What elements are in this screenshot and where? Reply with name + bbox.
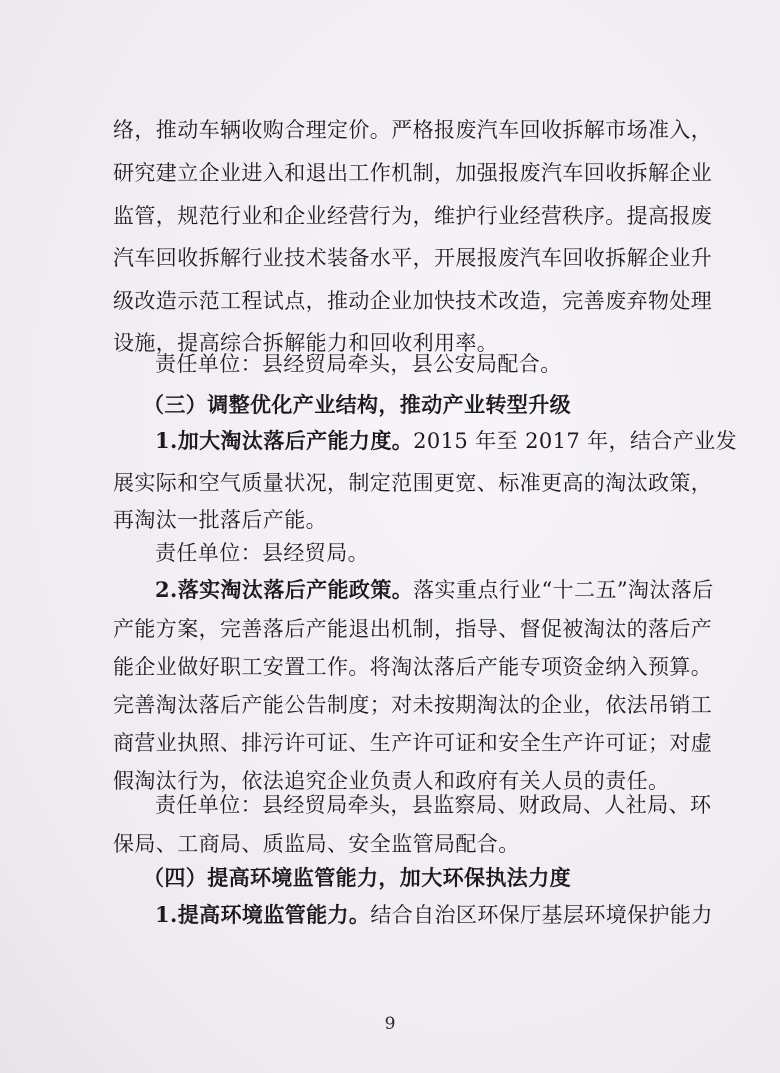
body-line: 研究建立企业进入和退出工作机制，加强报废汽车回收拆解企业 (113, 161, 713, 185)
body-line: 络，推动车辆收购合理定价。严格报废汽车回收拆解市场准入， (113, 118, 713, 142)
body-line: 级改造示范工程试点，推动企业加快技术改造，完善废弃物处理 (113, 289, 713, 313)
responsible-units: 责任单位：县经贸局牵头，县监察局、财政局、人社局、环 (155, 793, 712, 817)
item-title-line (155, 572, 714, 608)
section-heading (143, 387, 571, 423)
body-line: 汽车回收拆解行业技术装备水平，开展报废汽车回收拆解企业升 (113, 246, 713, 270)
body-line: 监管，规范行业和企业经营行为，维护行业经营秩序。提高报废 (113, 204, 713, 228)
item-title: 1.加大淘汰落后产能力度。 (155, 428, 414, 453)
body-line: 再淘汰一批落后产能。 (113, 508, 327, 532)
body-line: 完善淘汰落后产能公告制度；对未按期淘汰的企业，依法吊销工 (113, 693, 713, 717)
item-text: 落实重点行业“十二五”淘汰落后 (413, 578, 714, 602)
section-heading-text: （四）提高环境监管能力，加大环保执法力度 (143, 865, 571, 890)
body-line: 假淘汰行为，依法追究企业负责人和政府有关人员的责任。 (113, 769, 670, 793)
body-line: 设施，提高综合拆解能力和回收利用率。 (113, 331, 499, 355)
body-line: 能企业做好职工安置工作。将淘汰落后产能专项资金纳入预算。 (113, 655, 713, 679)
section-heading-text: （三）调整优化产业结构，推动产业转型升级 (143, 392, 571, 417)
item-text: 结合自治区环保厅基层环境保护能力 (370, 903, 713, 927)
item-text: 2015 年至 2017 年，结合产业发 (413, 429, 738, 453)
page-number: 9 (384, 1014, 396, 1034)
body-line: 商营业执照、排污许可证、生产许可证和安全生产许可证；对虚 (113, 731, 713, 755)
section-heading (143, 860, 571, 896)
responsible-units: 责任单位：县经贸局牵头，县公安局配合。 (155, 352, 562, 376)
item-title: 1.提高环境监管能力。 (155, 902, 371, 927)
item-title-line (155, 897, 713, 933)
body-line: 产能方案，完善落后产能退出机制，指导、督促被淘汰的落后产 (113, 617, 713, 641)
responsible-units: 责任单位：县经贸局。 (155, 541, 369, 565)
item-title-line (155, 423, 737, 459)
item-title: 2.落实淘汰落后产能政策。 (155, 577, 414, 602)
responsible-units: 保局、工商局、质监局、安全监管局配合。 (113, 832, 520, 856)
body-line: 展实际和空气质量状况，制定范围更宽、标准更高的淘汰政策， (113, 471, 713, 495)
